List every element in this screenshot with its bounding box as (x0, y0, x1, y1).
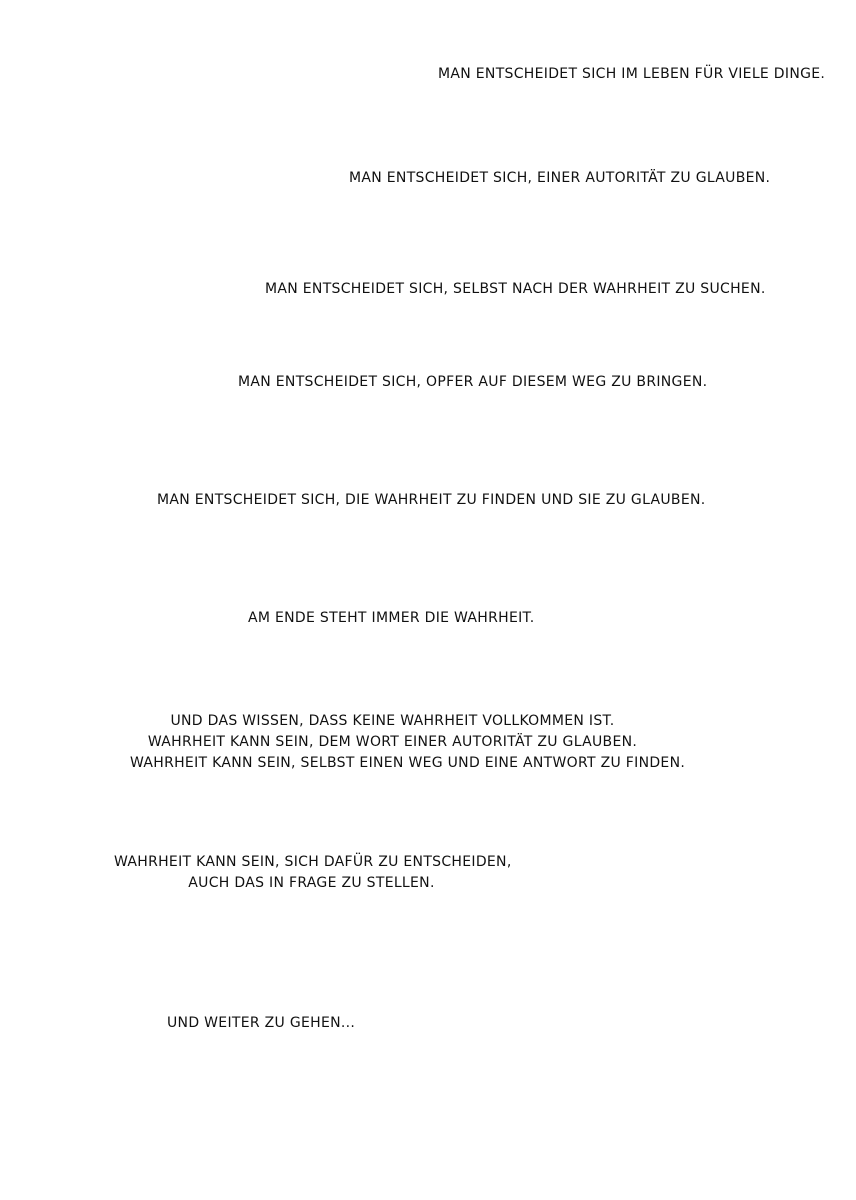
poem-line-9: UND WEITER ZU GEHEN... (167, 1015, 356, 1031)
poem-stanza-7-line-1: UND DAS WISSEN, DASS KEINE WAHRHEIT VOLLKOMMEN IST. (170, 713, 615, 729)
poem-stanza-7 (130, 711, 686, 774)
poem-line-5: MAN ENTSCHEIDET SICH, DIE WAHRHEIT ZU FINDEN UND SIE ZU GLAUBEN. (157, 492, 706, 508)
poem-line-4: MAN ENTSCHEIDET SICH, OPFER AUF DIESEM WEG ZU BRINGEN. (238, 374, 708, 390)
poem-stanza-7-line-2: WAHRHEIT KANN SEIN, DEM WORT EINER AUTORITÄT ZU GLAUBEN. (147, 734, 638, 750)
poem-line-2: MAN ENTSCHEIDET SICH, EINER AUTORITÄT ZU GLAUBEN. (349, 170, 771, 186)
poem-stanza-7-line-3: WAHRHEIT KANN SEIN, SELBST EINEN WEG UND EINE ANTWORT ZU FINDEN. (130, 755, 686, 771)
poem-stanza-8-line-2: AUCH DAS IN FRAGE ZU STELLEN. (188, 875, 435, 891)
poem-line-1: MAN ENTSCHEIDET SICH IM LEBEN FÜR VIELE DINGE. (438, 66, 826, 82)
poem-stanza-8-line-1: WAHRHEIT KANN SEIN, SICH DAFÜR ZU ENTSCHEIDEN, (114, 854, 512, 870)
poem-line-6: AM ENDE STEHT IMMER DIE WAHRHEIT. (248, 610, 535, 626)
poem-stanza-8 (114, 852, 512, 894)
poem-line-3: MAN ENTSCHEIDET SICH, SELBST NACH DER WAHRHEIT ZU SUCHEN. (265, 281, 766, 297)
